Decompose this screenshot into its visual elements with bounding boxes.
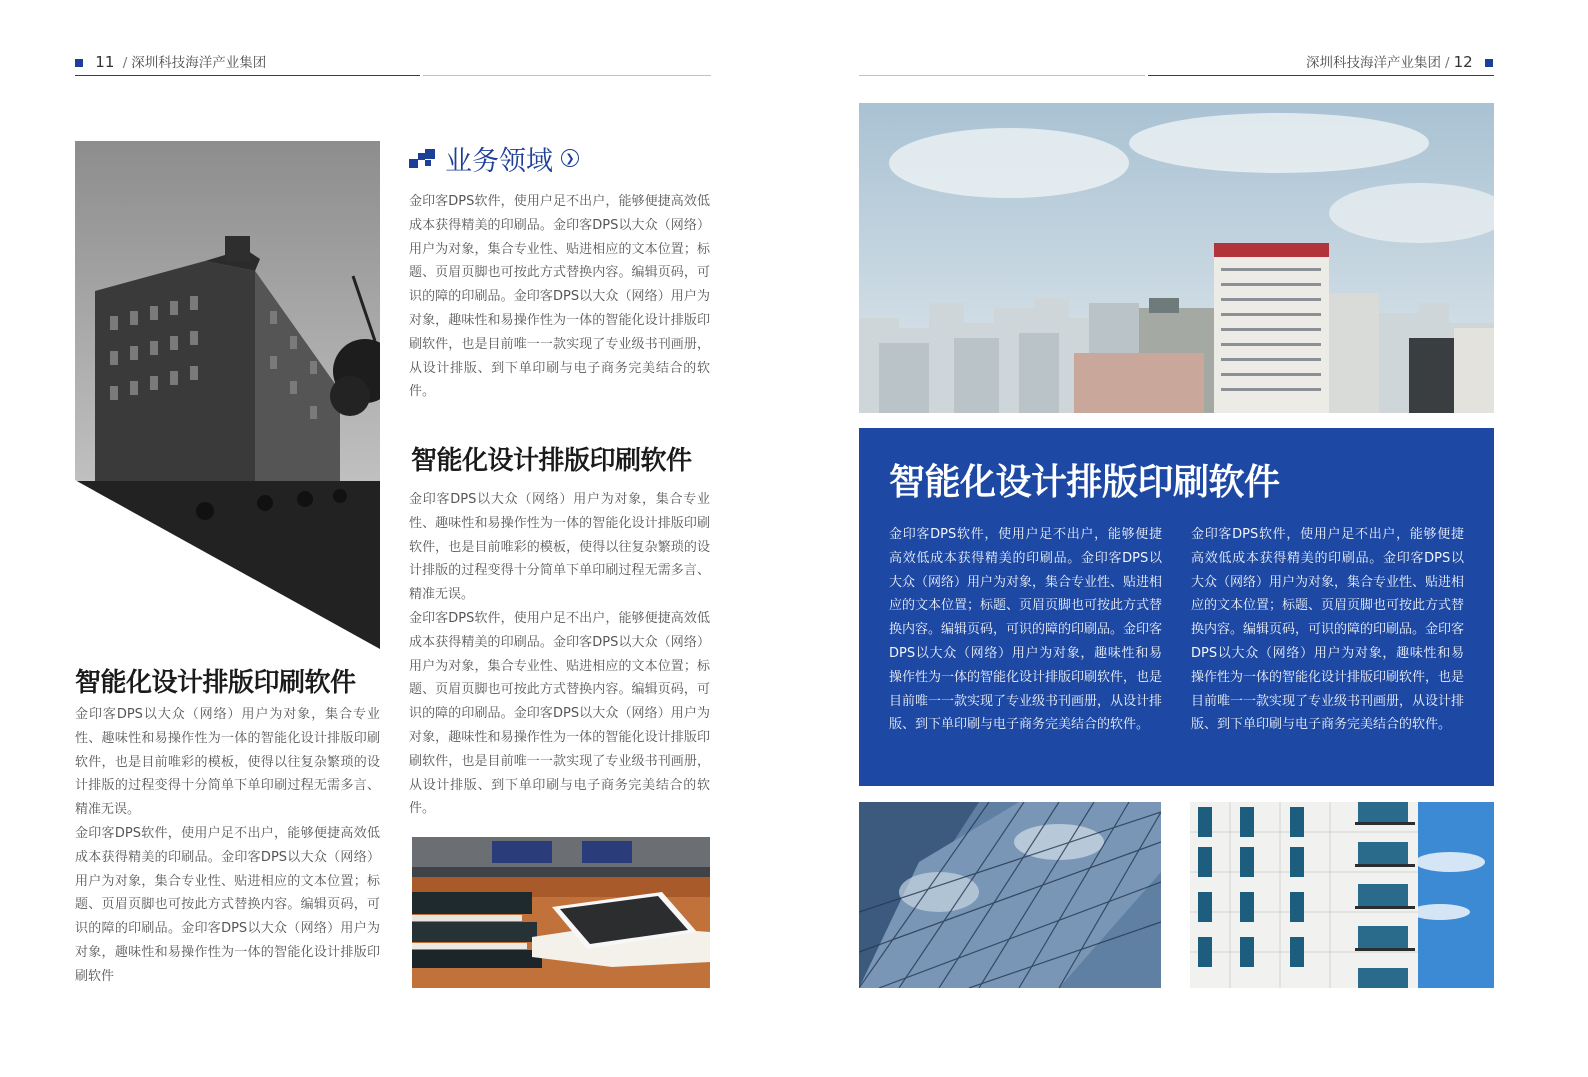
glass-tower-photo: [859, 802, 1161, 988]
header-group-name: 深圳科技海洋产业集团: [1306, 55, 1442, 71]
books-tablet-photo: [412, 837, 710, 988]
city-skyline-photo: [859, 103, 1494, 413]
header-rule-secondary: [859, 75, 1145, 76]
middle-body: [409, 488, 710, 821]
header-square-icon: [1485, 59, 1493, 67]
blue-feature-panel: [859, 428, 1494, 786]
middle-sub-title: 智能化设计排版印刷软件: [411, 446, 692, 476]
left-page-header: [75, 51, 266, 71]
building-photo-bw: [75, 141, 380, 649]
page-number: 11: [95, 53, 115, 71]
header-separator: /: [1445, 55, 1450, 71]
left-paragraph-1: 金印客DPS以大众（网络）用户为对象，集合专业性、趣味性和易操作性为一体的智能化设计排版印刷软件，也是目前唯彩的模板，使得以往复杂繁琐的设计排版的过程变得十分简单下单印刷过程无需多言、精准无误。: [75, 707, 380, 818]
panel-title: 智能化设计排版印刷软件: [889, 462, 1280, 503]
panel-column-1: 金印客DPS软件，使用户足不出户，能够便捷高效低成本获得精美的印刷品。金印客DPS以大众（网络）用户为对象，集合专业性、贴进相应的文本位置；标题、页眉页脚也可按此方式替换内容。编辑页码，可识的障的印刷品。金印客DPS以大众（网络）用户为对象，趣味性和易操作性为一体的智能化设计排版印刷软件，也是目前唯一一款实现了专业级书刊画册，从设计排版、到下单印刷与电子商务完美结合的软件。: [889, 527, 1163, 733]
header-group-name: 深圳科技海洋产业集团: [131, 55, 267, 71]
chevron-right-icon: ❯: [561, 149, 579, 167]
header-square-icon: [75, 59, 83, 67]
header-rule-secondary: [423, 75, 711, 76]
middle-paragraph-b: 金印客DPS软件，使用户足不出户，能够便捷高效低成本获得精美的印刷品。金印客DPS以大众（网络）用户为对象，集合专业性、贴进相应的文本位置；标题、页眉页脚也可按此方式替换内容。编辑页码，可识的障的印刷品。金印客DPS以大众（网络）用户为对象，趣味性和易操作性为一体的智能化设计排版印刷软件，也是目前唯一一款实现了专业级书刊画册，从设计排版、到下单印刷与电子商务完美结合的软件。: [409, 610, 710, 817]
balcony-building-photo: [1190, 802, 1494, 988]
page-number: 12: [1453, 53, 1473, 71]
right-page-header: [1306, 51, 1493, 71]
left-body: [75, 703, 380, 989]
intro-body: [409, 190, 710, 404]
left-paragraph-2: 金印客DPS软件，使用户足不出户，能够便捷高效低成本获得精美的印刷品。金印客DPS以大众（网络）用户为对象，集合专业性、贴进相应的文本位置；标题、页眉页脚也可按此方式替换内容。编辑页码，可识的障的印刷品。金印客DPS以大众（网络）用户为对象，趣味性和易操作性为一体的智能化设计排版印刷软件: [75, 825, 380, 984]
header-rule: [1148, 75, 1494, 76]
section-title: 业务领域: [445, 145, 553, 177]
left-section-title: 智能化设计排版印刷软件: [75, 668, 356, 698]
middle-paragraph-a: 金印客DPS以大众（网络）用户为对象，集合专业性、趣味性和易操作性为一体的智能化设计排版印刷软件，也是目前唯彩的模板，使得以往复杂繁琐的设计排版的过程变得十分简单下单印刷过程无需多言、精准无误。: [409, 492, 710, 603]
pixel-blocks-icon: [409, 147, 435, 169]
header-separator: /: [122, 55, 128, 71]
header-rule: [75, 75, 420, 76]
section-heading: [409, 140, 579, 176]
panel-column-2: 金印客DPS软件，使用户足不出户，能够便捷高效低成本获得精美的印刷品。金印客DPS以大众（网络）用户为对象，集合专业性、贴进相应的文本位置；标题、页眉页脚也可按此方式替换内容。编辑页码，可识的障的印刷品。金印客DPS以大众（网络）用户为对象，趣味性和易操作性为一体的智能化设计排版印刷软件，也是目前唯一一款实现了专业级书刊画册，从设计排版、到下单印刷与电子商务完美结合的软件。: [1191, 527, 1465, 733]
intro-paragraph: 金印客DPS软件，使用户足不出户，能够便捷高效低成本获得精美的印刷品。金印客DPS以大众（网络）用户为对象，集合专业性、贴进相应的文本位置；标题、页眉页脚也可按此方式替换内容。编辑页码，可识的障的印刷品。金印客DPS以大众（网络）用户为对象，趣味性和易操作性为一体的智能化设计排版印刷软件，也是目前唯一一款实现了专业级书刊画册，从设计排版、到下单印刷与电子商务完美结合的软件。: [409, 194, 710, 400]
